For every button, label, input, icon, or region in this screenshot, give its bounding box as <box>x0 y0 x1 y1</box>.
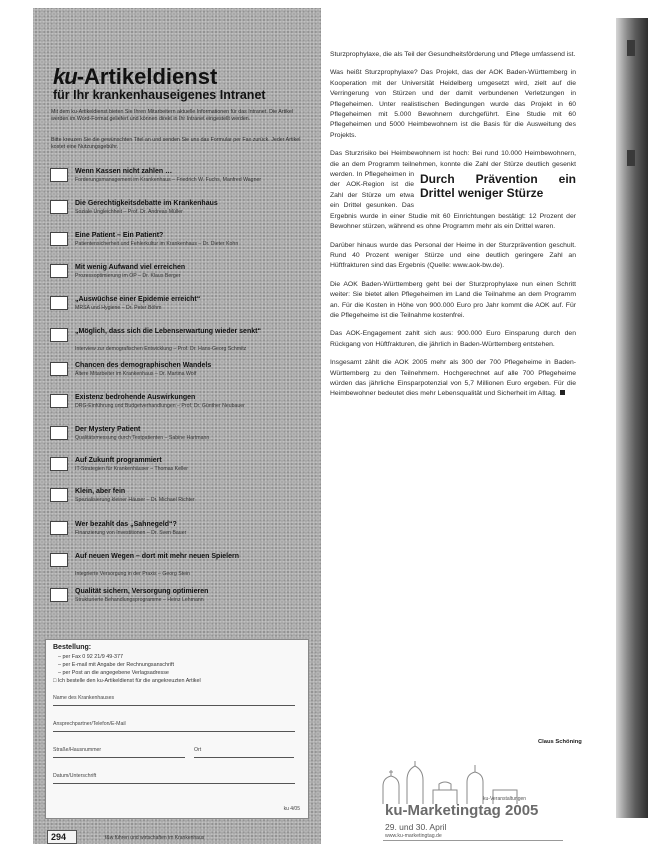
title-heading: Der Mystery Patient <box>75 426 141 433</box>
article-paragraph-with-subhead <box>330 149 576 232</box>
title-heading: Eine Patient – Ein Patient? <box>75 232 164 239</box>
page-number: 294 <box>51 832 67 842</box>
title-subtext: MRSA und Hygiene – Dr. Peter Böhm <box>75 305 162 311</box>
title-heading: Mit wenig Aufwand viel erreichen <box>75 264 186 271</box>
intro-text-2: Bitte kreuzen Sie die gewünschten Titel an und senden Sie uns das Formular per Fax zurück. Jeder Artikel kostet eine Nutzungsgebühr. <box>51 137 301 151</box>
order-checkbox[interactable] <box>50 457 68 471</box>
field-label: Name des Krankenhauses <box>53 695 115 701</box>
title-heading: Wenn Kassen nicht zahlen … <box>75 168 173 175</box>
order-checkbox[interactable] <box>50 488 68 502</box>
title-heading: „Auswüchse einer Epidemie erreicht“ <box>75 296 201 303</box>
order-option: – per Fax 0 92 21/9 49-377 <box>58 654 124 660</box>
article-paragraph-part: konnte die Zahl der Stürze deutlich gesenkt werden. In Pflegeheimen in der AOK-Region ist die Zahl der Stürze um etwa ein Drittel gesunken. Das Ergebnis wurde in einer Studie mit 60 Einrichtungen bestätigt: 12 Prozent der Bewohner stürzen, während es ohne Programm mehr als ein Drittel waren. <box>330 160 576 231</box>
title-subtext: DRG-Einführung und Budgetverhandlungen – Prof. Dr. Günther Neubauer <box>75 403 245 409</box>
event-title: ku-Marketingtag 2005 <box>385 802 539 819</box>
article-paragraph: Was heißt Sturzprophylaxe? Das Projekt, das der AOK Baden-Württemberg in Kooperation mit der Universität Heidelberg umgesetzt wird, zielt auf die Verringerung von Stürzen und der damit verbundenen Verletzungen in Pflegeheimen. Unter realistischen Bedingungen wurde das Projekt in 60 Pflegeheimen mit 5.000 Bewohnern durchgeführt. Eine Studie mit 60 Pflegeheimen und 5000 Heimbewohnern ist die Basis für die Ausweitung des Projekts. <box>330 69 576 139</box>
title-subtext: Patientensicherheit und Fehlerkultur im Krankenhaus – Dr. Dieter Kohn <box>75 241 239 247</box>
field-label: Ort <box>194 747 202 753</box>
scan-edge-mark <box>627 40 635 56</box>
order-checkbox[interactable] <box>50 200 68 214</box>
field-label: Ansprechpartner/Telefon/E-Mail <box>53 721 126 727</box>
field-label: Straße/Hausnummer <box>53 747 102 753</box>
article-paragraph-part: Das Sturzrisiko bei Heimbewohnern ist hoch: Bei rund 10.000 Heimbewohnern, die an dem Programm teilnehmen, <box>330 150 576 168</box>
city-field[interactable] <box>194 746 294 758</box>
title-heading: Wer bezahlt das „Sahnegeld“? <box>75 521 177 528</box>
order-checkbox[interactable] <box>50 588 68 602</box>
title-subtext: Interview zur demografischen Entwicklung – Prof. Dr. Hans-Georg Schmitz <box>75 346 247 352</box>
order-form-panel <box>33 8 321 844</box>
order-checkbox[interactable] <box>50 521 68 535</box>
divider <box>383 840 563 841</box>
street-field[interactable] <box>53 746 185 758</box>
order-checkbox[interactable] <box>50 394 68 408</box>
title-heading: Existenz bedrohende Auswirkungen <box>75 394 196 401</box>
article-paragraph: Das AOK-Engagement zahlt sich aus: 900.000 Euro Einsparung durch den Rückgang von Hüftfrakturen, die jährlich in Baden-Württemberg entstehen. <box>330 330 576 348</box>
title-heading: Auf Zukunft programmiert <box>75 457 162 464</box>
hospital-name-field[interactable] <box>53 694 295 706</box>
article-paragraph: Die AOK Baden-Württemberg geht bei der Sturzprophylaxe nun einen Schritt weiter: Sie bietet allen Pflegeheimen im Land die Teilnahme an dem Programm an. Für die Kosten in Höhe von 900.000 Euro pro Jahr kommt die AOK auf. Für die Pflegeheime ist die Teilnahme kostenfrei. <box>330 280 576 319</box>
contact-field[interactable] <box>53 720 295 732</box>
brand-title <box>53 64 217 90</box>
field-label: Datum/Unterschrift <box>53 773 97 779</box>
title-heading: „Möglich, dass sich die Lebenserwartung wieder senkt“ <box>75 328 261 335</box>
title-subtext: Ältere Mitarbeiter im Krankenhaus – Dr. Martina Wolf <box>75 371 197 377</box>
title-heading: Die Gerechtigkeitsdebatte im Krankenhaus <box>75 200 218 207</box>
order-form-title: Bestellung: <box>53 644 92 651</box>
order-checkbox[interactable] <box>50 553 68 567</box>
footer-text: f&w führen und wirtschaften im Krankenhaus <box>105 835 205 841</box>
scan-edge-shadow <box>616 18 648 818</box>
order-option: – per E-mail mit Angabe der Rechnungsanschrift <box>58 662 174 668</box>
order-code: ku 4/05 <box>283 806 300 812</box>
order-checkbox[interactable] <box>50 296 68 310</box>
order-checkbox[interactable] <box>50 232 68 246</box>
title-subtext: Soziale Ungleichheit – Prof. Dr. Andreas Müller <box>75 209 183 215</box>
order-option: □ Ich bestelle den ku-Artikeldienst für die angekreuzten Artikel <box>53 678 201 684</box>
article-paragraph <box>330 358 576 400</box>
order-checkbox[interactable] <box>50 362 68 376</box>
title-heading: Qualität sichern, Versorgung optimieren <box>75 588 209 595</box>
order-checkbox[interactable] <box>50 168 68 182</box>
event-date: 29. und 30. April <box>385 822 447 832</box>
article-paragraph-text: Insgesamt zählt die AOK 2005 mehr als 300 der 700 Pflegeheime in Baden-Württemberg zu den Teilnehmern. Hochgerechnet auf alle 700 Pflegeheime würden das jährliche Einsparpotenzial von 5,7 Millionen Euro ergeben. Für die Heimbewohner bedeutet dies mehr Lebensqualität und Sicherheit im Alltag. <box>330 359 576 398</box>
article-paragraph: Darüber hinaus wurde das Personal der Heime in der Sturzprävention geschult. Rund 40 Prozent weniger Stürze und eine deutlich geringere Zahl an Hüftfrakturen sind das Ergebnis (Quelle: www.aok-bw.de). <box>330 241 576 270</box>
article-paragraph: Sturzprophylaxe, die als Teil der Gesundheitsförderung und Pflege umfassend ist. <box>330 51 576 58</box>
event-kicker: ku-Veranstaltungen <box>483 796 527 802</box>
title-subtext: Prozessoptimierung im OP – Dr. Klaus Berger <box>75 273 181 279</box>
title-subtext: IT-Strategien für Krankenhäuser – Thomas Keller <box>75 466 188 472</box>
title-subtext: Finanzierung von Investitionen – Dr. Sven Bauer <box>75 530 187 536</box>
event-advertisement[interactable] <box>355 760 577 838</box>
title-subtext: Strukturierte Behandlungsprogramme – Heinz Lehmann <box>75 597 204 603</box>
intro-text: Mit dem ku-Artikeldienst bieten Sie Ihren Mitarbeitern aktuelle Informationen für das Intranet. Die Artikel werden im Word-Format geliefert und können direkt in Ihr Intranet eingestellt werden. <box>51 109 294 123</box>
title-heading: Chancen des demographischen Wandels <box>75 362 212 369</box>
order-checkbox[interactable] <box>50 328 68 342</box>
title-heading: Klein, aber fein <box>75 488 126 495</box>
end-of-article-mark <box>560 390 565 395</box>
author-byline: Claus Schöning <box>538 739 582 745</box>
title-heading: Auf neuen Wegen – dort mit mehr neuen Spielern <box>75 553 240 560</box>
article-body <box>330 50 576 408</box>
scan-edge-mark <box>627 150 635 166</box>
title-subtext: Forderungsmanagement im Krankenhaus – Friedrich W. Fuchs, Manfred Wagner <box>75 177 262 183</box>
signature-field[interactable] <box>53 772 295 784</box>
brand-title-text: -Artikeldienst <box>76 64 218 89</box>
city-skyline-icon <box>377 760 557 804</box>
order-option: – per Post an die angegebene Verlagsadresse <box>58 670 169 676</box>
tagline: für Ihr krankenhauseigenes Intranet <box>53 88 266 102</box>
ku-logo: ku <box>53 64 77 89</box>
order-checkbox[interactable] <box>50 426 68 440</box>
order-checkbox[interactable] <box>50 264 68 278</box>
title-subtext: Integrierte Versorgung in der Praxis – Georg Stein <box>75 571 191 577</box>
event-url[interactable]: www.ku-marketingtag.de <box>385 833 442 839</box>
title-subtext: Spezialisierung kleiner Häuser – Dr. Michael Richter <box>75 497 195 503</box>
article-subheading: Durch Prävention ein Drittel weniger Stürze <box>420 172 576 201</box>
title-subtext: Qualitätsmessung durch Testpatienten – Sabine Hartmann <box>75 435 210 441</box>
order-form <box>45 639 309 819</box>
